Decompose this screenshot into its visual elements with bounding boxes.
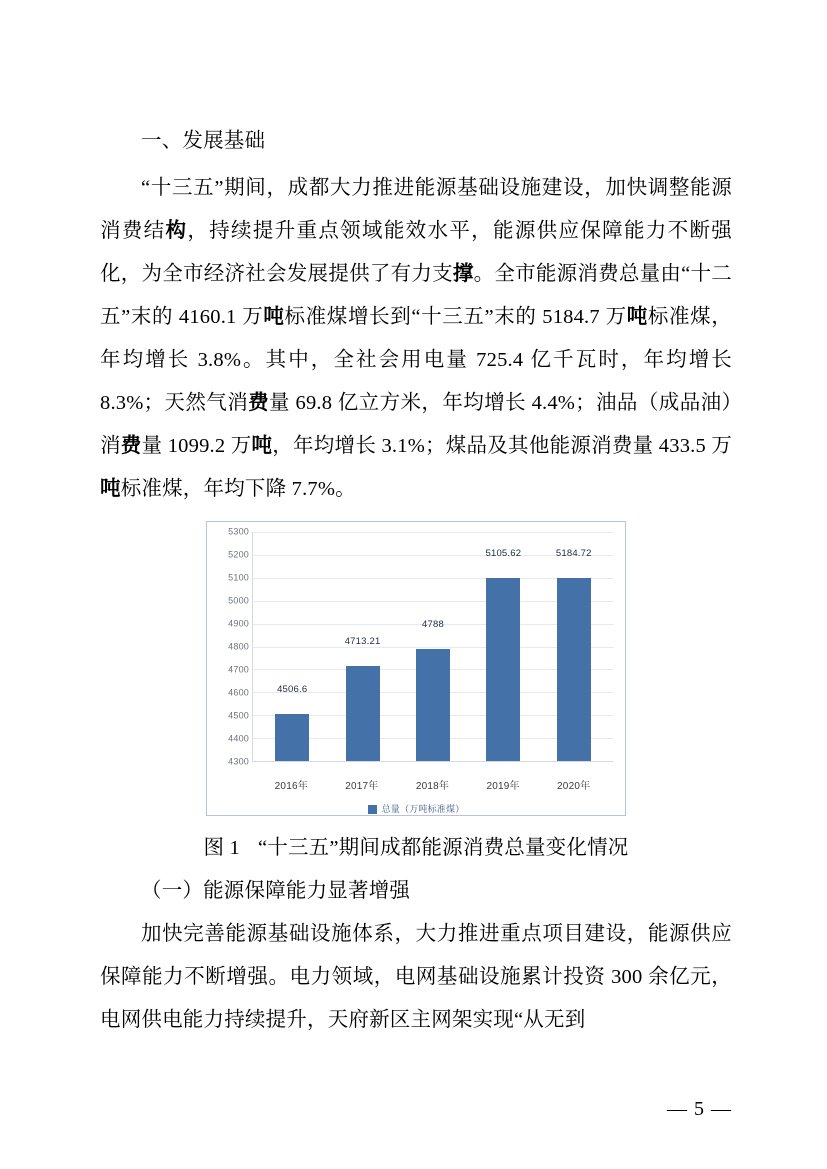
para1-seg7: 标准煤增长到“十三五”末的 5184.7 万: [284, 306, 627, 328]
y-tick-label: 4500: [228, 710, 249, 721]
bar-value-label: 4788: [422, 619, 444, 631]
document-body: [100, 120, 732, 1042]
section-heading: 一、发展基础: [141, 130, 266, 152]
y-tick-label: 4400: [228, 733, 249, 744]
para1-seg13: 量 1099.2 万: [141, 435, 252, 457]
bar-column: [472, 532, 535, 761]
x-tick-label: 2018年: [415, 781, 450, 792]
para1-seg10: 费: [248, 392, 270, 414]
x-tick-label: 2020年: [557, 781, 591, 792]
plot-area: [252, 532, 613, 762]
paragraph-development-basis: [100, 167, 732, 511]
para1-seg16: 吨: [100, 478, 121, 500]
paragraph-energy-security: 加快完善能源基础设施体系，大力推进重点项目建设，能源供应保障能力不断增强。电力领域，电网基础设施累计投资 300 余亿元，电网供电能力持续提升，天府新区主网架实现“从无到: [100, 923, 732, 1031]
para1-seg11: 量 69.8 亿立方米，年均增长 4.4%；油品（成品油）消: [100, 392, 732, 457]
bar-2017: [346, 666, 380, 761]
chart-legend: [207, 788, 625, 831]
para1-seg3: ，持续提升重点领域能效水平，能源供应保障能力不断强化，为全市经济社会发展提供了有力支: [100, 220, 733, 285]
x-tick-label: 2017年: [345, 781, 379, 792]
bar-2018: [416, 649, 450, 761]
y-tick-label: 5100: [228, 572, 249, 583]
bar-value-label: 4506.6: [277, 683, 308, 695]
para1-seg9: 标准煤，年均增长 3.8%。其中，全社会用电量 725.4 亿千瓦时，年均增长 8.3%；天然气消: [100, 306, 732, 414]
para1-seg1: “十三五”期间，成都大力推进能源基础设施建设，加快调整能源消费结: [100, 177, 732, 242]
para1-seg6: 吨: [263, 306, 285, 328]
figure-caption: [204, 828, 629, 868]
y-tick-label: 4800: [228, 641, 249, 652]
para1-seg4: 撑: [452, 263, 474, 285]
bar-chart: [206, 521, 626, 816]
bar-value-label: 4713.21: [344, 636, 381, 648]
bar-value-label: 5184.72: [555, 548, 592, 559]
bar-column: [401, 532, 464, 761]
page-number: — 5 —: [667, 1098, 732, 1120]
para1-seg14: 吨: [251, 435, 273, 457]
y-tick-label: 4300: [228, 756, 249, 767]
subsection-heading: （一）能源保障能力显著增强: [141, 880, 411, 902]
y-tick-label: 5200: [228, 549, 249, 560]
y-tick-label: 4700: [228, 664, 249, 675]
bar-group: [253, 532, 613, 761]
para1-seg17: 标准煤，年均下降 7.7%。: [120, 478, 356, 500]
figure-caption-label: 图 1: [203, 837, 240, 859]
y-tick-label: 5300: [228, 526, 249, 537]
bar-2016: [275, 714, 309, 761]
para1-seg5: 。全市能源消费总量由“十二五”末的 4160.1 万: [100, 263, 732, 328]
x-tick-label: 2016年: [274, 781, 308, 792]
y-tick-label: 5000: [228, 595, 249, 606]
bar-column: [331, 532, 394, 761]
legend-swatch-icon: [368, 805, 377, 814]
para1-seg2: 构: [165, 220, 188, 242]
para1-seg8: 吨: [626, 306, 648, 328]
bar-value-label: 5105.62: [485, 548, 522, 559]
bar-column: [261, 532, 324, 761]
bar-2019: [486, 578, 520, 761]
figure-energy-consumption: [100, 521, 732, 868]
legend-label: 总量（万吨标准煤）: [381, 804, 465, 814]
para1-seg12: 费: [120, 435, 142, 457]
bar-column: [542, 532, 605, 761]
y-axis: [213, 526, 249, 767]
figure-caption-text: “十三五”期间成都能源消费总量变化情况: [257, 837, 629, 859]
x-tick-label: 2019年: [486, 781, 520, 792]
y-tick-label: 4900: [228, 618, 249, 629]
y-tick-label: 4600: [228, 687, 249, 698]
bar-2020: [557, 578, 591, 761]
para1-seg15: ，年均增长 3.1%；煤品及其他能源消费量 433.5 万: [272, 435, 733, 457]
